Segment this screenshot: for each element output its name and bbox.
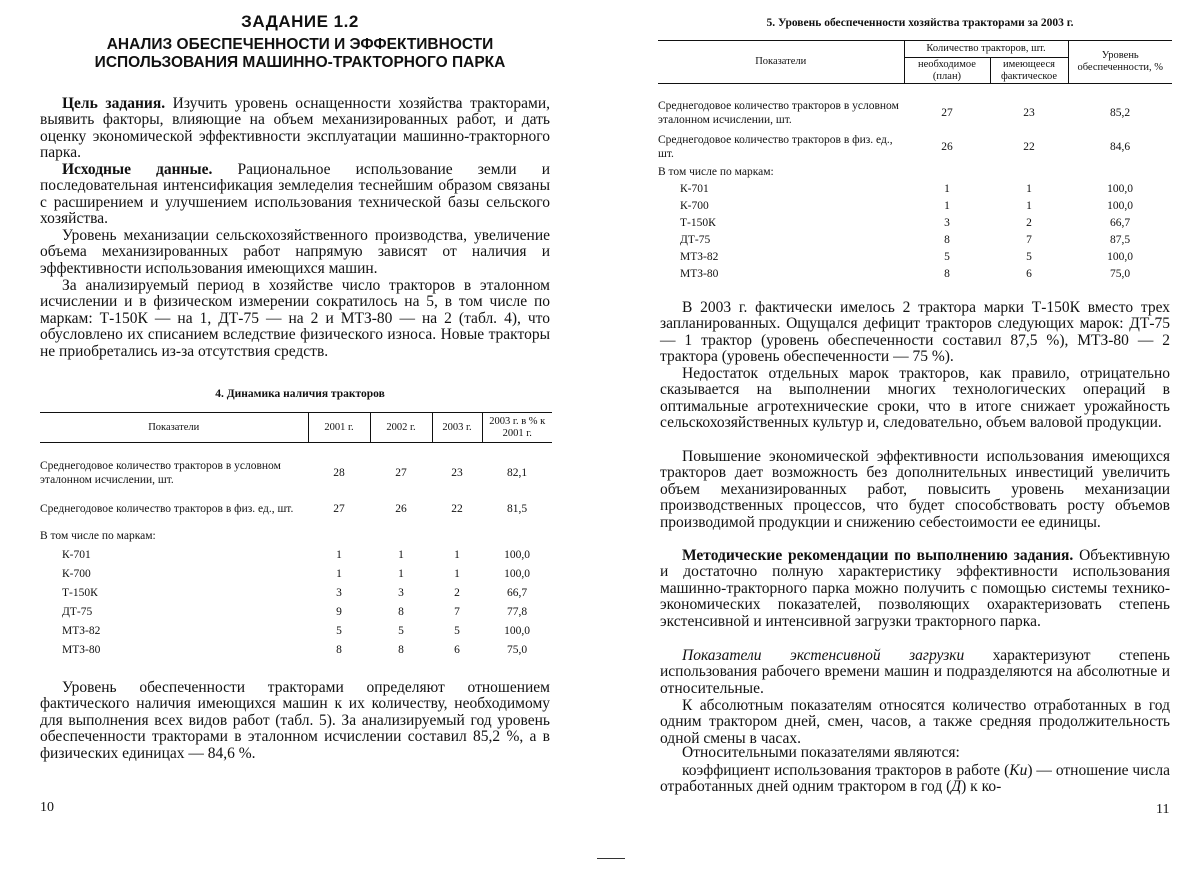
cell: 100,0 <box>504 624 530 637</box>
decrease-paragraph: За анализируемый период в хозяйстве число тракторов в эталонном исчислении и в физическом измерении сократилось на 5, в том числе по маркам: Т-150К — на 1, ДТ-75 — на 2 и МТЗ-80 — на 2 (табл. 4), что обусловлено их списанием вследствие физического износа. Новые тракторы не приобретались из-за отсутствия средств. <box>40 277 550 360</box>
table-row <box>40 583 552 602</box>
table-row <box>658 96 1172 130</box>
cell: 1 <box>398 567 404 580</box>
cell: 27 <box>395 467 407 479</box>
cell: 1 <box>454 548 460 561</box>
table-row <box>658 197 1172 214</box>
relative-paragraph: Относительными показателями являются: <box>682 744 960 761</box>
table-row <box>40 527 552 545</box>
cell: 100,0 <box>504 548 530 561</box>
cell: 9 <box>336 605 342 618</box>
cell: 75,0 <box>506 643 528 656</box>
row-label: МТЗ-80 <box>62 643 101 656</box>
row-label: Среднегодовое количество тракторов в условном эталонном исчислении, шт. <box>658 100 899 126</box>
cell: 27 <box>941 107 953 119</box>
table-row <box>40 640 552 659</box>
extensive-paragraph <box>660 648 1170 697</box>
row-label: МТЗ-82 <box>62 624 101 637</box>
cell: 1 <box>336 548 342 561</box>
row-label: В том числе по маркам: <box>658 166 774 178</box>
table-row <box>40 564 552 583</box>
coef-text-start: коэффициент использования тракторов в работе ( <box>682 762 1010 779</box>
extensive-text: характеризуют степень использования рабочего времени машин и подразделяются на абсолютные и относительные. <box>660 647 1170 697</box>
row-label: Т-150К <box>62 586 98 599</box>
method-label: Методические рекомендации по выполнению задания. <box>682 547 1074 564</box>
cell <box>432 527 482 545</box>
source-label: Исходные данные. <box>62 161 213 178</box>
table-row <box>658 248 1172 265</box>
page-number: 10 <box>40 800 54 815</box>
cell: 8 <box>398 605 404 618</box>
cell <box>370 527 432 545</box>
cell: 75,0 <box>1109 267 1131 280</box>
method-text: Объективную и достаточно полную характеристику эффективности использования машинно-тракторного парка можно получить с помощью системы технико-экономических показателей, позволяющих охарактеризовать степень экстенсивной и интенсивной загрузки тракторного парка. <box>660 547 1170 630</box>
gutter-mark <box>597 858 625 859</box>
table-row <box>40 602 552 621</box>
right-page <box>600 0 1200 871</box>
table5-header-indicators: Показатели <box>658 41 904 84</box>
cell: 82,1 <box>506 467 528 479</box>
row-label: Среднегодовое количество тракторов в условном эталонном исчислении, шт. <box>40 460 281 486</box>
goal-paragraph <box>40 96 550 162</box>
table5-header-level: Уровень обеспеченности, % <box>1068 41 1172 84</box>
source-paragraph <box>40 162 550 228</box>
coef-symbol-days: Д <box>951 778 962 796</box>
mechanization-paragraph: Уровень механизации сельскохозяйственного производства, увеличение объема механизированных работ напрямую зависят от наличия и эффективности использования имеющихся машин. <box>40 227 550 277</box>
table-row <box>658 130 1172 164</box>
table5 <box>658 40 1172 282</box>
cell <box>308 527 370 545</box>
cell: 22 <box>1023 141 1035 153</box>
task-title <box>40 36 560 72</box>
table4-header-2003: 2003 г. <box>432 413 482 443</box>
absolute-paragraph: К абсолютным показателям относятся количество отработанных в год одним трактором дней, смен, часов, а также средняя продолжительность одной смены в часах. <box>660 697 1170 747</box>
cell: 100,0 <box>1107 182 1133 195</box>
cell: 5 <box>1026 250 1032 263</box>
cell: 8 <box>944 233 950 246</box>
cell: 1 <box>1026 182 1032 195</box>
table4 <box>40 412 552 659</box>
cell: 5 <box>454 624 460 637</box>
table-row <box>658 265 1172 282</box>
cell: 100,0 <box>504 567 530 580</box>
cell: 23 <box>451 467 463 479</box>
cell: 81,5 <box>506 503 528 515</box>
row-label: К-700 <box>680 199 709 212</box>
efficiency-paragraph: Повышение экономической эффективности использования имеющихся тракторов дает возможность без дополнительных инвестиций увеличить объем механизированных работ, повысить уровень механизации производственных процессов, что будет способствовать росту объемов производимой продукции и снижению себестоимости ее единицы. <box>660 448 1170 531</box>
cell: 1 <box>944 182 950 195</box>
table-row <box>40 545 552 564</box>
cell: 8 <box>944 267 950 280</box>
cell: 28 <box>333 467 345 479</box>
cell: 77,8 <box>506 605 528 618</box>
source-text: Рациональное использование земли и последовательная интенсификация земледелия теснейшим образом связаны с расширением и улучшением использования технической базы сельского хозяйства. <box>40 161 550 228</box>
table4-header-2001: 2001 г. <box>308 413 370 443</box>
cell <box>482 527 552 545</box>
cell: 3 <box>398 586 404 599</box>
cell: 27 <box>333 503 345 515</box>
table5-header-count: Количество тракторов, шт. <box>904 41 1068 58</box>
cell: 1 <box>944 199 950 212</box>
cell: 1 <box>1026 199 1032 212</box>
cell: 8 <box>336 643 342 656</box>
table-row <box>40 621 552 640</box>
table-row <box>40 491 552 527</box>
cell <box>904 164 990 180</box>
table-row <box>658 180 1172 197</box>
cell: 84,6 <box>1109 141 1131 153</box>
cell: 23 <box>1023 107 1035 119</box>
page-number: 11 <box>1156 802 1170 817</box>
cell: 100,0 <box>1107 250 1133 263</box>
cell: 66,7 <box>1109 216 1131 229</box>
goal-text: Изучить уровень оснащенности хозяйства тракторами, выявить факторы, влияющие на объем механизированных работ, и дать оценку экономической эффективности эксплуатации машинно-тракторного парка. <box>40 95 550 162</box>
cell: 1 <box>336 567 342 580</box>
coef-symbol: Kи <box>1009 762 1028 779</box>
table5-header-have: имеющееся фактическое <box>990 58 1068 84</box>
task-title-line1: АНАЛИЗ ОБЕСПЕЧЕННОСТИ И ЭФФЕКТИВНОСТИ <box>106 36 494 53</box>
table4-header-indicators: Показатели <box>40 413 308 443</box>
row-label: К-701 <box>680 182 709 195</box>
table4-caption: 4. Динамика наличия тракторов <box>215 388 385 400</box>
table-row <box>658 214 1172 231</box>
row-label: МТЗ-82 <box>680 250 719 263</box>
row-label: МТЗ-80 <box>680 267 719 280</box>
coef-text-mid: ) — отношение числа отработанных дней одним трактором в год ( <box>660 762 1170 796</box>
row-label: К-701 <box>62 548 91 561</box>
table4-header-percent: 2003 г. в % к 2001 г. <box>482 413 552 443</box>
task-number: ЗАДАНИЕ 1.2 <box>241 12 359 31</box>
cell: 6 <box>1026 267 1032 280</box>
cell <box>990 164 1068 180</box>
cell: 5 <box>944 250 950 263</box>
row-label: В том числе по маркам: <box>40 530 156 542</box>
table5-caption: 5. Уровень обеспеченности хозяйства тракторами за 2003 г. <box>766 17 1074 29</box>
coefficient-paragraph <box>660 763 1170 796</box>
table4-header-2002: 2002 г. <box>370 413 432 443</box>
shortage-paragraph: Недостаток отдельных марок тракторов, как правило, отрицательно сказывается на выполнении многих технологических операций в оптимальные агротехнические сроки, что в итоге снижает урожайность сельскохозяйственных культур и, следовательно, объем валовой продукции. <box>660 365 1170 432</box>
cell: 6 <box>454 643 460 656</box>
cell: 2 <box>1026 216 1032 229</box>
cell: 7 <box>454 605 460 618</box>
cell: 26 <box>941 141 953 153</box>
cell: 22 <box>451 503 463 515</box>
cell: 85,2 <box>1109 107 1131 119</box>
cell: 2 <box>454 586 460 599</box>
coef-text-end: ) к ко- <box>961 778 1002 796</box>
table5-header-need: необходимое (план) <box>904 58 990 84</box>
cell: 1 <box>454 567 460 580</box>
provision-paragraph: Уровень обеспеченности тракторами определяют отношением фактического наличия имеющихся машин к их количеству, необходимому для выполнения всех видов работ (табл. 5). За анализируемый год уровень обеспеченности тракторами в эталонном исчислении составил 85,2 %, а в физических единицах — 84,6 %. <box>40 679 550 762</box>
method-paragraph <box>660 548 1170 630</box>
task-title-line2: ИСПОЛЬЗОВАНИЯ МАШИННО-ТРАКТОРНОГО ПАРКА <box>94 54 506 71</box>
row-label: Среднегодовое количество тракторов в физ. ед., шт. <box>40 503 294 515</box>
deficit-paragraph: В 2003 г. фактически имелось 2 трактора марки Т-150К вместо трех запланированных. Ощущался дефицит тракторов следующих марок: ДТ-75 — 1 трактор (уровень обеспеченности составил 87,5 %), МТЗ-80 — 2 трактора (уровень обеспеченности — 75 %). <box>660 299 1170 366</box>
cell: 3 <box>336 586 342 599</box>
cell: 26 <box>395 503 407 515</box>
table-row <box>658 231 1172 248</box>
table-row <box>658 164 1172 180</box>
cell: 5 <box>398 624 404 637</box>
cell: 3 <box>944 216 950 229</box>
cell: 87,5 <box>1109 233 1131 246</box>
cell <box>1068 164 1172 180</box>
cell: 5 <box>336 624 342 637</box>
cell: 1 <box>398 548 404 561</box>
row-label: ДТ-75 <box>62 605 93 618</box>
table-row <box>40 455 552 491</box>
row-label: Среднегодовое количество тракторов в физ. ед., шт. <box>658 134 893 160</box>
cell: 100,0 <box>1107 199 1133 212</box>
cell: 8 <box>398 643 404 656</box>
row-label: Т-150К <box>680 216 716 229</box>
extensive-label: Показатели экстенсивной загрузки <box>682 647 965 664</box>
cell: 7 <box>1026 233 1032 246</box>
cell: 66,7 <box>506 586 528 599</box>
goal-label: Цель задания. <box>62 95 166 112</box>
row-label: К-700 <box>62 567 91 580</box>
row-label: ДТ-75 <box>680 233 711 246</box>
